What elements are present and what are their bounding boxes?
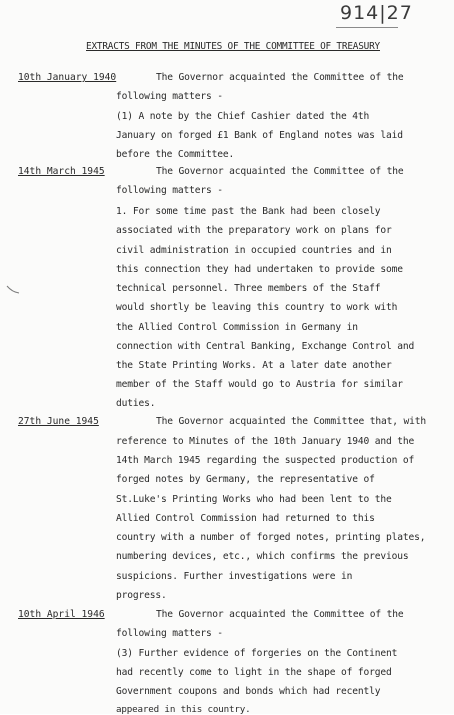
entry-3-line-10: progress. [116, 590, 167, 601]
entry-2-line-6: this connection they had undertaken to provide some [116, 264, 403, 275]
entry-3-line-6: Allied Control Commission had returned to this [116, 513, 375, 524]
entry-date-4: 10th April 1946 [18, 609, 105, 620]
entry-1-line-1: The Governor acquainted the Committee of the [156, 72, 404, 83]
entry-3-line-2: reference to Minutes of the 10th January 1940 and the [116, 436, 415, 447]
reference-number: 914|27 [340, 2, 413, 24]
entry-2-line-12: member of the Staff would go to Austria for similar [116, 379, 403, 390]
entry-2-line-10: connection with Central Banking, Exchange Control and [116, 341, 415, 352]
entry-2-line-5: civil administration in occupied countries and in [116, 245, 392, 256]
entry-date-1: 10th January 1940 [18, 72, 117, 83]
entry-4-line-4: had recently come to light in the shape of forged [116, 667, 392, 678]
entry-3-line-9: suspicions. Further investigations were in [116, 571, 353, 582]
entry-4-line-3: (3) Further evidence of forgeries on the Continent [116, 648, 398, 659]
entry-2-line-7: technical personnel. Three members of the Staff [116, 283, 381, 294]
entry-4-line-2: following matters - [116, 628, 223, 639]
margin-tick-mark [6, 284, 20, 294]
entry-3-line-3: 14th March 1945 regarding the suspected production of [116, 455, 415, 466]
entry-3-line-4: forged notes by Germany, the representative of [116, 474, 375, 485]
entry-2-line-3: 1. For some time past the Bank had been closely [116, 206, 381, 217]
entry-1-line-5: before the Committee. [116, 149, 235, 160]
entry-1-line-3: (1) A note by the Chief Cashier dated the 4th [116, 111, 370, 122]
entry-2-line-11: the State Printing Works. At a later date another [116, 360, 392, 371]
entry-1-line-4: January on forged £1 Bank of England notes was laid [116, 130, 403, 141]
entry-2-line-13: duties. [116, 398, 156, 409]
entry-date-3: 27th June 1945 [18, 416, 99, 427]
entry-4-line-6: appeared in this country. [116, 704, 251, 715]
entry-1-line-2: following matters - [116, 91, 223, 102]
entry-3-line-5: St.Luke's Printing Works who had been lent to the [116, 494, 392, 505]
entry-2-line-1: The Governor acquainted the Committee of the [156, 166, 404, 177]
document-heading: EXTRACTS FROM THE MINUTES OF THE COMMITTEE OF TREASURY [86, 41, 380, 52]
entry-3-line-8: numbering devices, etc., which confirms the previous [116, 551, 409, 562]
entry-4-line-5: Government coupons and bonds which had recently [116, 686, 381, 697]
entry-3-line-1: The Governor acquainted the Committee that, with [156, 416, 427, 427]
entry-2-line-4: associated with the preparatory work on plans for [116, 225, 392, 236]
entry-2-line-2: following matters - [116, 185, 223, 196]
entry-3-line-7: country with a number of forged notes, printing plates, [116, 532, 426, 543]
entry-2-line-8: would shortly be leaving this country to work with [116, 302, 398, 313]
reference-underline [336, 27, 398, 28]
entry-4-line-1: The Governor acquainted the Committee of the [156, 609, 404, 620]
entry-2-line-9: the Allied Control Commission in Germany in [116, 322, 358, 333]
entry-date-2: 14th March 1945 [18, 166, 105, 177]
